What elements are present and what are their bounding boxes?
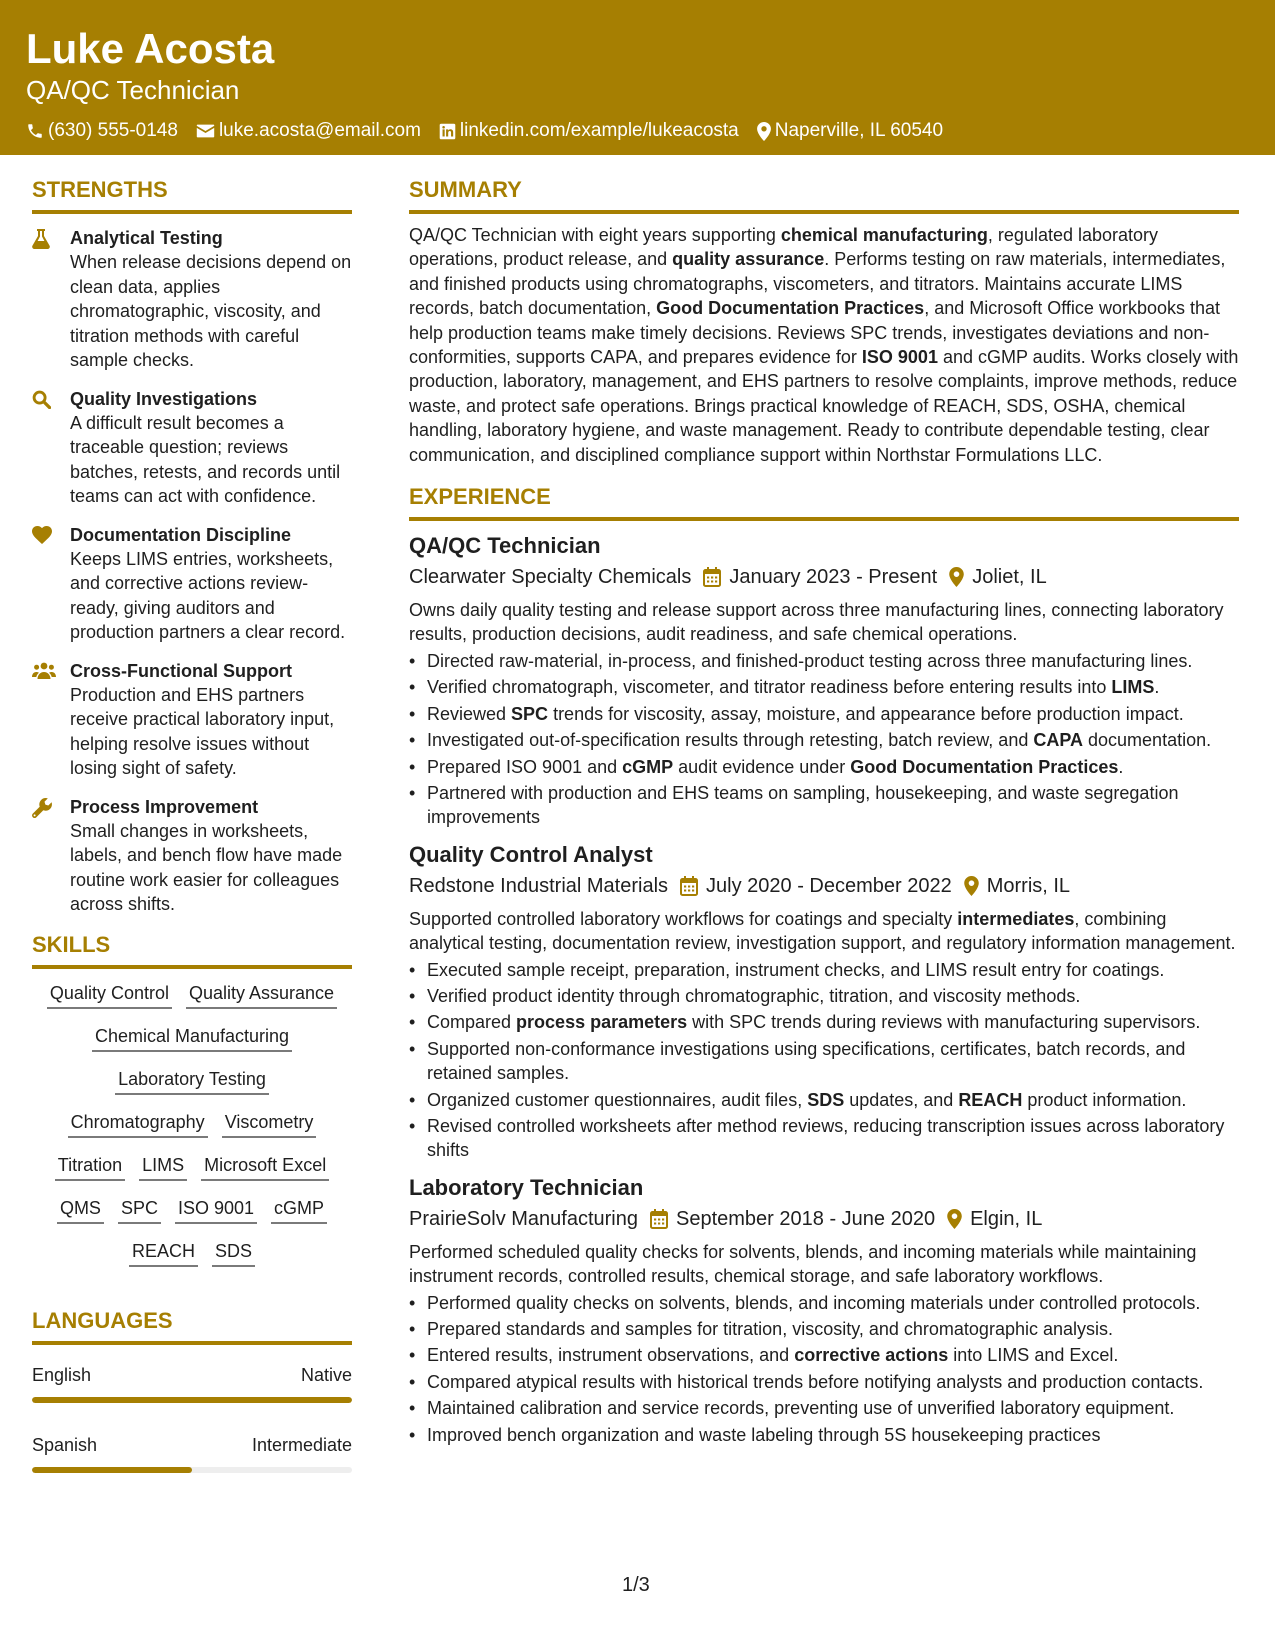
bold-keyword: Good Documentation Practices (656, 298, 925, 319)
right-column (409, 176, 1239, 1449)
job-dates: January 2023 - Present (729, 566, 938, 589)
flask-icon (32, 229, 50, 249)
heart-icon (32, 526, 52, 544)
language-level: Intermediate (251, 1434, 352, 1455)
language-proficiency-bar (32, 1397, 352, 1403)
skill-tag: Chemical Manufacturing (92, 1024, 292, 1052)
strength-desc: Production and EHS partners receive practical laboratory input, helping resolve issues without losing sight of safety. (70, 684, 335, 778)
job-description: Owns daily quality testing and release support across three manufacturing lines, connecting laboratory results, production decisions, audit readiness, and safe chemical operations. (409, 600, 1224, 645)
wrench-icon (32, 798, 52, 818)
bullet-item: • Verified product identity through chromatographic, titration, and viscosity methods. (409, 984, 1239, 1008)
job-company: PrairieSolv Manufacturing (409, 1207, 638, 1230)
candidate-title: QA/QC Technician (26, 75, 240, 105)
bullet-item: • Entered results, instrument observations, and corrective actions into LIMS and Excel. (409, 1343, 1239, 1367)
bold-keyword: Good Documentation Practices (850, 756, 1119, 777)
skill-row (32, 1067, 352, 1095)
skill-row (32, 1239, 352, 1267)
language-item (32, 1433, 352, 1473)
calendar-icon (703, 567, 721, 587)
job-description: Performed scheduled quality checks for solvents, blends, and incoming materials while maintaining instrument records, controlled results, chemical storage, and safe laboratory workflows. (409, 1241, 1197, 1287)
skill-tag: SPC (118, 1196, 161, 1224)
bold-keyword: process parameters (516, 1012, 688, 1033)
language-proficiency-bar (32, 1467, 352, 1473)
skill-row (32, 1153, 352, 1181)
strength-desc: When release decisions depend on clean data, applies chromatographic, viscosity, and titration methods with careful sample checks. (70, 252, 352, 370)
skill-tag: REACH (129, 1239, 198, 1267)
bullet-item: • Performed quality checks on solvents, blends, and incoming materials under controlled protocols. (409, 1291, 1239, 1315)
phone-icon (26, 122, 44, 140)
linkedin-icon (439, 123, 456, 140)
job-dates: July 2020 - December 2022 (706, 874, 952, 897)
strength-item (32, 226, 352, 373)
email-text[interactable]: luke.acosta@email.com (218, 120, 421, 141)
strength-desc: Small changes in worksheets, labels, and bench flow have made routine work easier for colleagues across shifts. (70, 820, 343, 914)
search-icon (32, 390, 51, 409)
bullet-item: • Compared atypical results with historical trends before notifying analysts and production contacts. (409, 1370, 1239, 1394)
job-entry (409, 1173, 1239, 1447)
skill-tag: SDS (212, 1239, 255, 1267)
bold-keyword: ISO 9001 (861, 347, 938, 368)
strength-title: Cross-Functional Support (70, 660, 292, 681)
bold-keyword: LIMS (1111, 677, 1155, 698)
bold-keyword: intermediates (957, 908, 1075, 929)
skill-tag: Quality Control (47, 981, 172, 1009)
job-bullets (409, 958, 1239, 1163)
job-description: Supported controlled laboratory workflows for coatings and specialty intermediates, combining analytical testing, documentation review, investigation support, and regulatory information management. (409, 908, 1236, 954)
linkedin-text[interactable]: linkedin.com/example/lukeacosta (459, 120, 739, 141)
language-item (32, 1363, 352, 1403)
job-meta (409, 871, 1239, 901)
contact-phone (26, 120, 178, 142)
strength-desc: Keeps LIMS entries, worksheets, and corrective actions review-ready, giving auditors and production partners a clear record. (70, 548, 346, 642)
candidate-name: Luke Acosta (26, 25, 275, 72)
job-title: Quality Control Analyst (409, 841, 653, 867)
job-bullets (409, 1291, 1239, 1447)
strength-item (32, 659, 352, 781)
strength-title: Documentation Discipline (70, 524, 292, 545)
map-pin-icon (964, 876, 979, 896)
job-location: Joliet, IL (972, 566, 1047, 589)
language-proficiency-fill (32, 1397, 352, 1403)
bullet-item: • Reviewed SPC trends for viscosity, assay, moisture, and appearance before production impact. (409, 702, 1239, 726)
summary-text: QA/QC Technician with eight years supporting chemical manufacturing, regulated laboratory operations, product release, and quality assurance. Performs testing on raw materials, intermediates, and finished products using chromatographs, viscometers, and titrators. Maintains accurate LIMS records, batch documentation, Good Documentation Practices, and Microsoft Office workbooks that help production teams make timely decisions. Reviews SPC trends, investigates deviations and non-conformities, supports CAPA, and prepares evidence for ISO 9001 and cGMP audits. Works closely with production, laboratory, management, and EHS partners to resolve complaints, improve methods, reduce waste, and protect safe operations. Brings practical knowledge of REACH, SDS, OSHA, chemical handling, laboratory hygiene, and waste management. Ready to contribute dependable testing, clear communication, and disciplined compliance support within Northstar Formulations LLC. (409, 225, 1239, 465)
bold-keyword: SDS (807, 1089, 845, 1110)
location-text: Naperville, IL 60540 (774, 120, 944, 141)
skill-row (32, 1110, 352, 1138)
users-icon (32, 662, 56, 679)
job-bullets (409, 649, 1239, 830)
strength-desc: A difficult result becomes a traceable question; reviews batches, retests, and records until teams can act with confidence. (70, 412, 341, 506)
bold-keyword: quality assurance (672, 249, 825, 270)
bullet-item: • Verified chromatograph, viscometer, and titrator readiness before entering results into LIMS. (409, 675, 1239, 699)
strength-title: Quality Investigations (70, 388, 258, 409)
language-proficiency-fill (32, 1467, 192, 1473)
map-pin-icon (949, 567, 964, 587)
calendar-icon (650, 1209, 668, 1229)
skill-row (32, 1196, 352, 1224)
skill-tag: Viscometry (222, 1110, 317, 1138)
strengths-section (32, 176, 352, 917)
bullet-item: • Organized customer questionnaires, audit files, SDS updates, and REACH product information. (409, 1088, 1239, 1112)
skill-tag: QMS (57, 1196, 104, 1224)
bullet-item: • Investigated out-of-specification results through retesting, batch review, and CAPA documentation. (409, 728, 1239, 752)
strengths-heading: STRENGTHS (32, 176, 352, 214)
phone-text: (630) 555-0148 (48, 120, 178, 141)
bullet-item: • Improved bench organization and waste labeling through 5S housekeeping practices (409, 1423, 1239, 1447)
strength-item (32, 387, 352, 509)
skills-section (32, 931, 352, 1267)
bullet-item: • Directed raw-material, in-process, and finished-product testing across three manufacturing lines. (409, 649, 1239, 673)
bullet-item: • Prepared ISO 9001 and cGMP audit evidence under Good Documentation Practices. (409, 755, 1239, 779)
job-title: Laboratory Technician (409, 1174, 644, 1200)
bullet-item: • Executed sample receipt, preparation, instrument checks, and LIMS result entry for coatings. (409, 958, 1239, 982)
experience-section (409, 483, 1239, 1447)
job-entry (409, 840, 1239, 1163)
contact-linkedin[interactable] (439, 120, 739, 142)
skill-tag: Chromatography (68, 1110, 208, 1138)
envelope-icon (196, 123, 215, 139)
languages-section (32, 1307, 352, 1473)
bold-keyword: SPC (511, 703, 549, 724)
bullet-item: • Prepared standards and samples for titration, viscosity, and chromatographic analysis. (409, 1317, 1239, 1341)
skill-tag: cGMP (271, 1196, 327, 1224)
resume-header (0, 0, 1275, 155)
summary-heading: SUMMARY (409, 176, 1239, 214)
bold-keyword: chemical manufacturing (780, 225, 988, 245)
skill-row (32, 1024, 352, 1052)
job-company: Clearwater Specialty Chemicals (409, 566, 692, 589)
summary-section (409, 176, 1239, 467)
job-meta (409, 562, 1239, 592)
contact-location (757, 120, 943, 142)
experience-heading: EXPERIENCE (409, 483, 1239, 521)
job-title: QA/QC Technician (409, 533, 601, 559)
bullet-item: • Revised controlled worksheets after method reviews, reducing transcription issues across laboratory shifts (409, 1114, 1239, 1163)
calendar-icon (680, 876, 698, 896)
skill-row (32, 981, 352, 1009)
map-pin-icon (757, 122, 771, 141)
skill-tag: Microsoft Excel (201, 1153, 329, 1181)
skills-heading: SKILLS (32, 931, 352, 969)
strength-title: Process Improvement (70, 796, 259, 817)
bold-keyword: corrective actions (794, 1345, 949, 1366)
strength-title: Analytical Testing (70, 228, 223, 248)
strength-item (32, 795, 352, 917)
job-location: Elgin, IL (970, 1207, 1043, 1230)
job-meta (409, 1204, 1239, 1234)
language-level: Native (300, 1364, 352, 1385)
contact-bar (26, 120, 1249, 142)
skill-tag: Laboratory Testing (115, 1067, 269, 1095)
languages-heading: LANGUAGES (32, 1307, 352, 1345)
job-company: Redstone Industrial Materials (409, 874, 669, 897)
skill-tag: Titration (55, 1153, 125, 1181)
skill-tag: Quality Assurance (186, 981, 337, 1009)
language-name: Spanish (32, 1434, 98, 1455)
left-column (32, 176, 352, 1473)
bullet-item: • Partnered with production and EHS teams on sampling, housekeeping, and waste segregation improvements (409, 781, 1239, 830)
bold-keyword: cGMP (622, 756, 674, 777)
bullet-item: • Compared process parameters with SPC trends during reviews with manufacturing supervisors. (409, 1010, 1239, 1034)
bold-keyword: CAPA (1033, 730, 1084, 751)
job-dates: September 2018 - June 2020 (676, 1207, 936, 1230)
map-pin-icon (947, 1209, 962, 1229)
page-number: 1/3 (622, 1574, 650, 1596)
language-name: English (32, 1364, 92, 1385)
skill-tag: ISO 9001 (175, 1196, 257, 1224)
strengths-list (32, 226, 352, 917)
job-entry (409, 531, 1239, 830)
bullet-item: • Supported non-conformance investigations using specifications, certificates, batch records, and retained samples. (409, 1037, 1239, 1086)
skill-tag: LIMS (139, 1153, 187, 1181)
bullet-item: • Maintained calibration and service records, preventing use of unverified laboratory equipment. (409, 1396, 1239, 1420)
job-location: Morris, IL (986, 874, 1071, 897)
strength-item (32, 523, 352, 645)
contact-email[interactable] (196, 120, 421, 142)
skills-list (32, 981, 352, 1267)
bold-keyword: REACH (958, 1089, 1023, 1110)
